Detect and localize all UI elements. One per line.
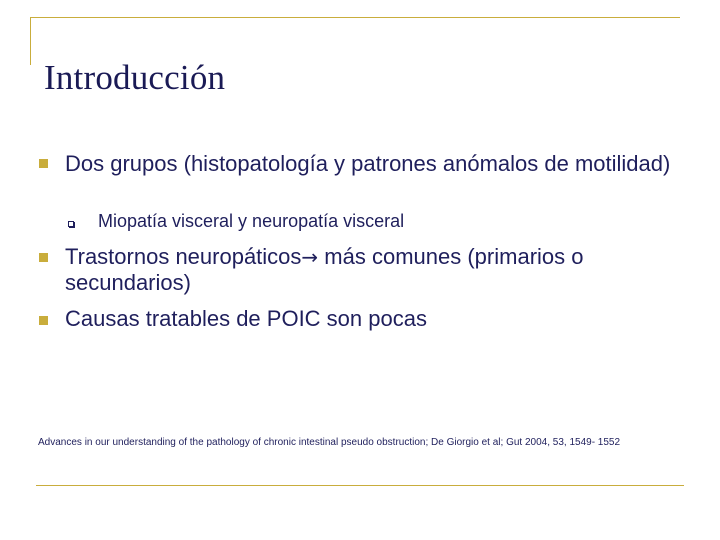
bullet-square-icon xyxy=(39,316,48,325)
bottom-rule xyxy=(36,485,684,486)
bullet-square-icon xyxy=(39,159,48,168)
sub-bullet-item-miopatia: Miopatía visceral y neuropatía visceral xyxy=(98,211,405,231)
sub-bullet-square-icon xyxy=(68,221,74,227)
bullet-text-mas-comunes: más comunes (primarios o secundarios) xyxy=(65,244,584,295)
bullet-item-trastornos xyxy=(65,244,705,296)
slide-title: Introducción xyxy=(44,58,226,97)
bullet-square-icon xyxy=(39,253,48,262)
top-rule xyxy=(30,17,680,18)
bullet-item-grupos: Dos grupos (histopatología y patrones anómalos de motilidad) xyxy=(65,151,671,176)
left-rule xyxy=(30,17,31,65)
right-arrow-icon: → xyxy=(301,245,319,269)
bullet-text-trastornos: Trastornos neuropáticos xyxy=(65,244,302,269)
citation-reference: Advances in our understanding of the pathology of chronic intestinal pseudo obstruction; De Giorgio et al; Gut 2004, 53, 1549- 1552 xyxy=(38,437,621,448)
bullet-item-causas: Causas tratables de POIC son pocas xyxy=(65,306,427,331)
